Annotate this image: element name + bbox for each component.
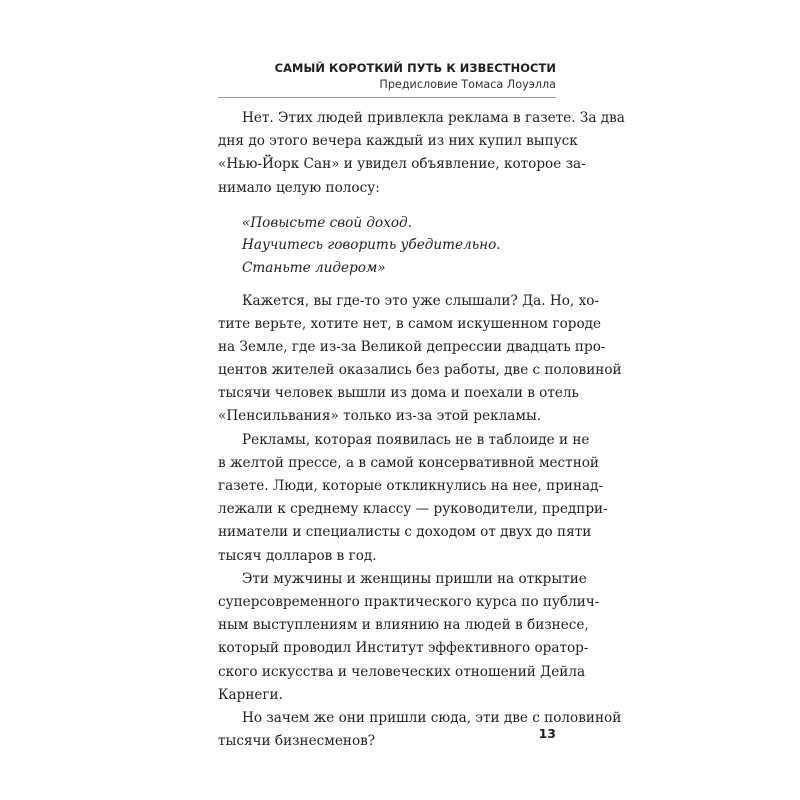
text-line: нимало целую полосу: — [218, 179, 380, 196]
paragraph-5 — [218, 707, 622, 753]
paragraph-4 — [218, 568, 600, 707]
text-line: Нет. Этих людей привлекла реклама в газете. За два — [242, 110, 625, 126]
quote-line: «Повысьте свой доход. — [242, 214, 412, 231]
text-line: на Земле, где из-за Великой депрессии двадцать про- — [218, 338, 606, 355]
text-line: тысяч долларов в год. — [218, 547, 377, 564]
text-line: дня до этого вечера каждый из них купил выпуск — [218, 133, 578, 150]
quote-line: Научитесь говорить убедительно. — [242, 237, 501, 254]
text-line: ского искусства и человеческих отношений Дейла — [218, 663, 586, 680]
text-line: Карнеги. — [218, 686, 283, 703]
header-divider — [218, 97, 556, 98]
text-line: в желтой прессе, а в самой консервативной местной — [218, 454, 599, 471]
text-line: лежали к среднему классу — руководители, предпри- — [218, 501, 608, 518]
text-line: Эти мужчины и женщины пришли на открытие — [242, 570, 587, 587]
text-line: Но зачем же они пришли сюда, эти две с половиной — [242, 709, 622, 726]
paragraph-2 — [218, 290, 622, 429]
running-head — [275, 60, 556, 93]
chapter-subtitle: Предисловие Томаса Лоуэлла — [379, 78, 556, 91]
text-line: Кажется, вы где-то это уже слышали? Да. Но, хо- — [242, 292, 600, 309]
quote-line: Станьте лидером» — [242, 259, 386, 276]
text-line: суперсовременного практического курса по публич- — [218, 593, 600, 610]
text-line: тите верьте, хотите нет, в самом искушенном городе — [218, 315, 602, 332]
text-line: «Нью-Йорк Сан» и увидел объявление, которое за- — [218, 156, 586, 173]
text-line: газете. Люди, которые откликнулись на нее, принад- — [218, 478, 604, 495]
paragraph-1 — [218, 107, 625, 200]
text-line: который проводил Институт эффективного оратор- — [218, 640, 589, 657]
text-line: центов жителей оказались без работы, две с половиной — [218, 362, 622, 379]
text-line: тысячи бизнесменов? — [218, 733, 376, 750]
book-page — [218, 0, 625, 800]
text-line: ным выступлениям и влиянию на людей в бизнесе, — [218, 617, 589, 634]
advertisement-quote — [242, 212, 556, 280]
text-line: Рекламы, которая появилась не в таблоиде и не — [242, 431, 590, 448]
paragraph-3 — [218, 429, 608, 568]
page-number: 13 — [538, 726, 556, 741]
text-line: ниматели и специалисты с доходом от двух до пяти — [218, 524, 592, 541]
text-line: тысячи человек вышли из дома и поехали в отель — [218, 385, 579, 402]
body-text — [218, 107, 625, 753]
text-line: «Пенсильвания» только из-за этой рекламы. — [218, 408, 542, 425]
chapter-title: САМЫЙ КОРОТКИЙ ПУТЬ К ИЗВЕСТНОСТИ — [274, 61, 556, 75]
